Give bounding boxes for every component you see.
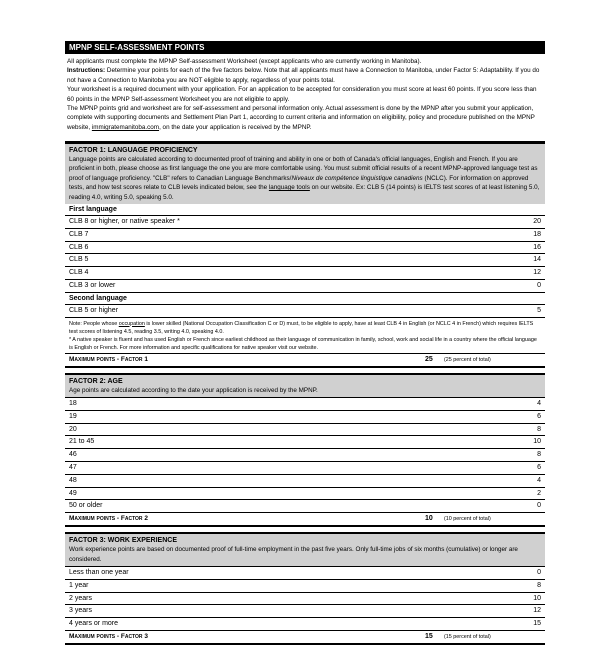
row-label: 3 years [69,607,92,615]
second-language-label: Second language [65,292,545,304]
row-points: 8 [537,425,541,433]
factor-1-note-2: * A native speaker is fluent and has used English or French since earliest childhood as their language of communication in family, school, work and social life in a country where the official language is English or French. For more information and specific qualifications for native speaker visit our website. [69,336,537,351]
age-rows [65,397,545,512]
first-language-rows [65,215,545,292]
instructions-text: Determine your points for each of the five factors below. Note that all applicants must have a Connection to Manitoba, under Factor 5: Adaptability. If you do not have a Connection to Manitoba you are NOT eligible to apply, regardless of your points total. [67,67,540,84]
factor-1-description [69,155,541,202]
occupation-link[interactable]: occupation [118,320,145,327]
row-label: 47 [69,464,77,471]
row-points: 6 [537,412,541,420]
intro-line-4 [67,104,545,132]
instructions-paragraph [67,66,545,85]
row-points: 10 [533,594,541,602]
row-points: 18 [533,230,541,238]
first-language-label: First language [69,206,117,214]
points-row [65,397,545,410]
factor-3-title: FACTOR 3: WORK EXPERIENCE [69,537,177,545]
row-label: CLB 5 [69,256,89,264]
second-language-rows [65,304,545,317]
factor-2-max-value: 10 [425,515,433,523]
points-row [65,474,545,487]
factor-2-max-label: Maximum points - Factor 2 [69,515,148,523]
factor-1-max-value: 25 [425,355,433,363]
factor-2-description: Age points are calculated according to the date your application is received by the MPNP. [69,386,318,394]
factor-3-description: Work experience points are based on documented proof of full-time employment in the past five years. Only full-time jobs of six months (cumulative) or longer are considered. [69,546,518,563]
factor-3-max-percent: (15 percent of total) [444,633,491,640]
intro-line-4-post: , on the date your application is received by the MPNP. [159,123,312,131]
points-row [65,241,545,254]
factor-1-desc-a: Language points are calculated according to documented proof of training and ability in one or both of Canada's official languages, English and French. If you are proficient in both, please choose as first language the one you are more comfortable using. You must submit official results of a recent MPNP-approved language test as proof of language proficiency. "CLB" refers to Canadian Language Benchmarks/ [69,156,538,182]
row-label: 50 or older [69,502,103,510]
row-points: 8 [537,451,541,459]
points-row [65,604,545,617]
row-points: 5 [537,306,541,314]
row-label: 20 [69,425,77,433]
points-row [65,579,545,592]
row-points: 15 [533,620,541,628]
row-label: 19 [69,412,77,420]
factor-1-max-row [65,353,545,368]
factor-1-notes [65,317,545,353]
factor-3-max-row [65,630,545,645]
factor-2-title: FACTOR 2: AGE [69,377,123,385]
row-label: CLB 6 [69,243,89,251]
website-link[interactable]: immigratemanitoba.com [91,123,160,131]
points-row [65,228,545,241]
row-points: 12 [533,269,541,277]
factor-2-header [65,373,545,397]
factor-1-max-percent: (25 percent of total) [444,356,491,363]
points-row [65,566,545,579]
row-label: CLB 8 or higher, or native speaker * [69,218,180,226]
row-label: Less than one year [69,569,129,576]
factor-3-max-label: Maximum points - Factor 3 [69,632,148,640]
points-row [65,253,545,266]
note-1-pre: Note: People whose [69,320,119,327]
work-experience-rows [65,566,545,630]
factor-2-max-row [65,512,545,527]
row-points: 0 [537,282,541,290]
points-row [65,266,545,279]
intro-line-3: Your worksheet is a required document with your application. For an application to be accepted for consideration you must score at least 60 points. If you score less than 60 points in the MPNP Self-assessment Worksheet you are not eligible to apply. [67,86,537,103]
intro-line-4-pre: The MPNP points grid and worksheet are for self-assessment and personal information only. Actual assessment is done by the MPNP after you submit your application, complete with supporting documents and Settlement Plan Part 1, according to current criteria and information on eligibility, policy and procedure published on the MPNP website, [67,105,535,131]
points-row [65,617,545,630]
factor-2-max-percent: (10 percent of total) [444,516,491,523]
points-row [65,304,545,317]
points-row [65,499,545,512]
row-label: CLB 3 or lower [69,282,116,290]
factor-1-title: FACTOR 1: LANGUAGE PROFICIENCY [69,147,198,154]
factor-1-header [65,143,545,204]
factor-1-note-1 [69,320,541,336]
row-points: 0 [537,502,541,510]
row-label: CLB 4 [69,269,89,277]
factor-1-max-label: Maximum points - Factor 1 [69,355,148,363]
row-points: 4 [537,400,541,408]
points-row [65,487,545,500]
row-label: CLB 5 or higher [69,306,119,314]
points-sheet [65,141,545,645]
row-points: 20 [533,218,541,226]
factor-1-desc-c: on our website. Ex: CLB 5 (14 points) is IELTS test scores of at least listening 5.0, reading 4.0, writing 5.0, speaking 5.0. [69,184,540,201]
points-row [65,410,545,423]
row-label: 2 years [69,594,92,602]
row-label: 18 [69,400,77,408]
row-points: 12 [533,607,541,615]
row-points: 10 [533,438,541,446]
points-row [65,592,545,605]
row-label: 46 [69,451,77,459]
points-row [65,215,545,228]
row-label: 49 [69,489,77,497]
row-label: 21 to 45 [69,438,95,446]
instructions-label: Instructions: [67,67,106,75]
points-row [65,279,545,292]
intro-line-1: All applicants must complete the MPNP Self-assessment Worksheet (except applicants who are currently working in Manitoba). [67,58,422,65]
row-label: 1 year [69,581,89,589]
note-1-post: is lower skilled (National Occupation Classification C or D) must, to be eligible to apply, have at least CLB 4 in English (or NCLC 4 in French) which requires IELTS test scores of listening 4.5, reading 3.5, writing 4.0, speaking 4.0. [69,320,534,335]
document-title: MPNP SELF-ASSESSMENT POINTS [65,41,545,54]
factor-1-desc-b: (NCLC). For information on approved tests, and how test scores relate to CLB levels indicated below, see the [69,174,529,192]
row-points: 16 [533,243,541,251]
points-row [65,435,545,448]
factor-3-header [65,532,545,566]
row-points: 2 [537,489,541,497]
factor-1-desc-italic: Niveaux de compétence linguistique canadiens [291,174,423,182]
row-label: 4 years or more [69,620,119,628]
language-tools-link[interactable]: language tools [268,184,310,192]
row-points: 0 [537,569,541,576]
row-points: 4 [537,476,541,484]
intro-section [67,57,545,132]
row-points: 8 [537,581,541,589]
row-label: CLB 7 [69,230,89,238]
factor-3-max-value: 15 [425,632,433,640]
row-label: 48 [69,476,77,484]
points-row [65,448,545,461]
points-row [65,461,545,474]
row-points: 6 [537,464,541,471]
points-row [65,423,545,436]
row-points: 14 [533,256,541,264]
